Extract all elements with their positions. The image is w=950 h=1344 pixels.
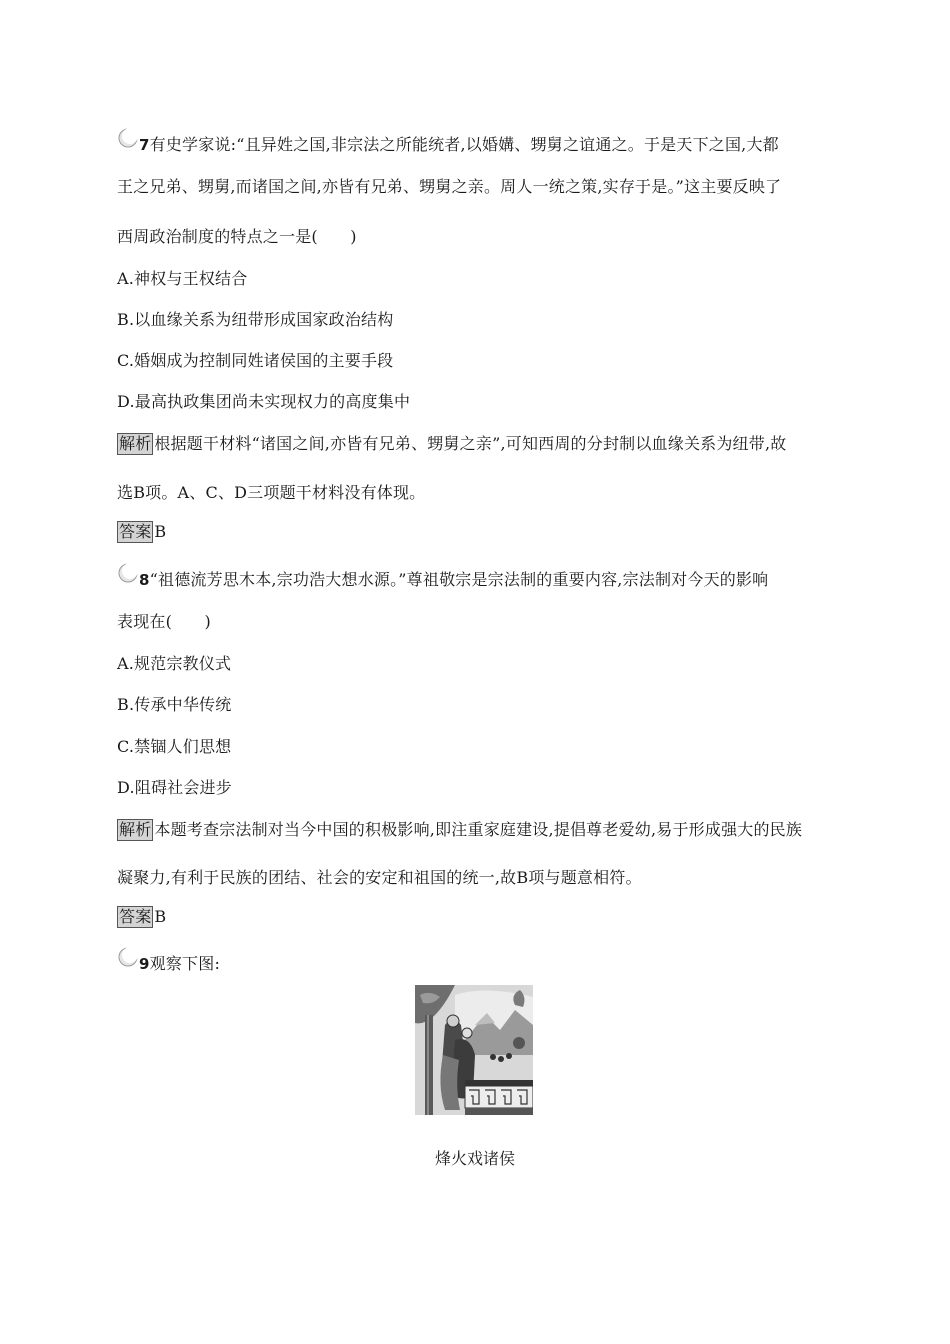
- q8-stem-line-1: 8“祖德流芳思木本,宗功浩大想水源。”尊祖敬宗是宗法制的重要内容,宗法制对今天的影响: [139, 570, 769, 589]
- q7-option-c: C.婚姻成为控制同姓诸侯国的主要手段: [117, 351, 394, 370]
- q8-option-b: B.传承中华传统: [117, 695, 232, 714]
- q8-number: 8: [139, 571, 150, 589]
- beacon-fire-illustration: [415, 985, 533, 1115]
- q8-option-d: D.阻碍社会进步: [117, 778, 232, 797]
- q8-answer-value: B: [154, 907, 167, 926]
- q9-stem-line: 9观察下图:: [139, 954, 221, 973]
- q8-answer-line: [117, 906, 166, 928]
- q7-stem-line-2: 王之兄弟、甥舅,而诸国之间,亦皆有兄弟、甥舅之亲。周人一统之策,实存于是。”这主要反映了: [117, 177, 782, 196]
- q7-analysis-line-2: 选B项。A、C、D三项题干材料没有体现。: [117, 483, 426, 502]
- figure-caption: 烽火戏诸侯: [434, 1149, 515, 1168]
- q9-number: 9: [139, 955, 150, 973]
- q8-analysis-line-2: 凝聚力,有利于民族的团结、社会的安定和祖国的统一,故B项与题意相符。: [117, 868, 642, 887]
- q7-analysis-tag: 解析: [119, 434, 152, 453]
- q7-option-d: D.最高执政集团尚未实现权力的高度集中: [117, 392, 411, 411]
- q9-illustration: [415, 985, 533, 1115]
- q8-analysis-line-1: 解析 本题考查宗法制对当今中国的积极影响,即注重家庭建设,提倡尊老爱幼,易于形成强大的民族: [119, 820, 803, 839]
- q7-answer-line: [117, 521, 166, 543]
- q7-stem-line-1: 7有史学家说:“且异姓之国,非宗法之所能统者,以婚媾、甥舅之谊通之。于是天下之国,大都: [139, 135, 779, 154]
- q8-option-a: A.规范宗教仪式: [117, 654, 232, 673]
- q7-option-a: A.神权与王权结合: [117, 269, 248, 288]
- q8-option-c: C.禁锢人们思想: [117, 737, 232, 756]
- q8-stem-line-2: 表现在( ): [117, 612, 211, 631]
- q7-stem-line-3: 西周政治制度的特点之一是( ): [117, 227, 357, 246]
- q7-option-b: B.以血缘关系为纽带形成国家政治结构: [117, 310, 394, 329]
- q7-answer-value: B: [154, 522, 167, 541]
- q8-analysis-tag: 解析: [119, 820, 152, 839]
- q7-answer-tag: 答案: [119, 522, 152, 541]
- q8-answer-tag: 答案: [119, 907, 152, 926]
- q7-number: 7: [139, 136, 150, 154]
- q7-analysis-line-1: 解析 根据题干材料“诸国之间,亦皆有兄弟、甥舅之亲”,可知西周的分封制以血缘关系为纽带,故: [119, 434, 787, 453]
